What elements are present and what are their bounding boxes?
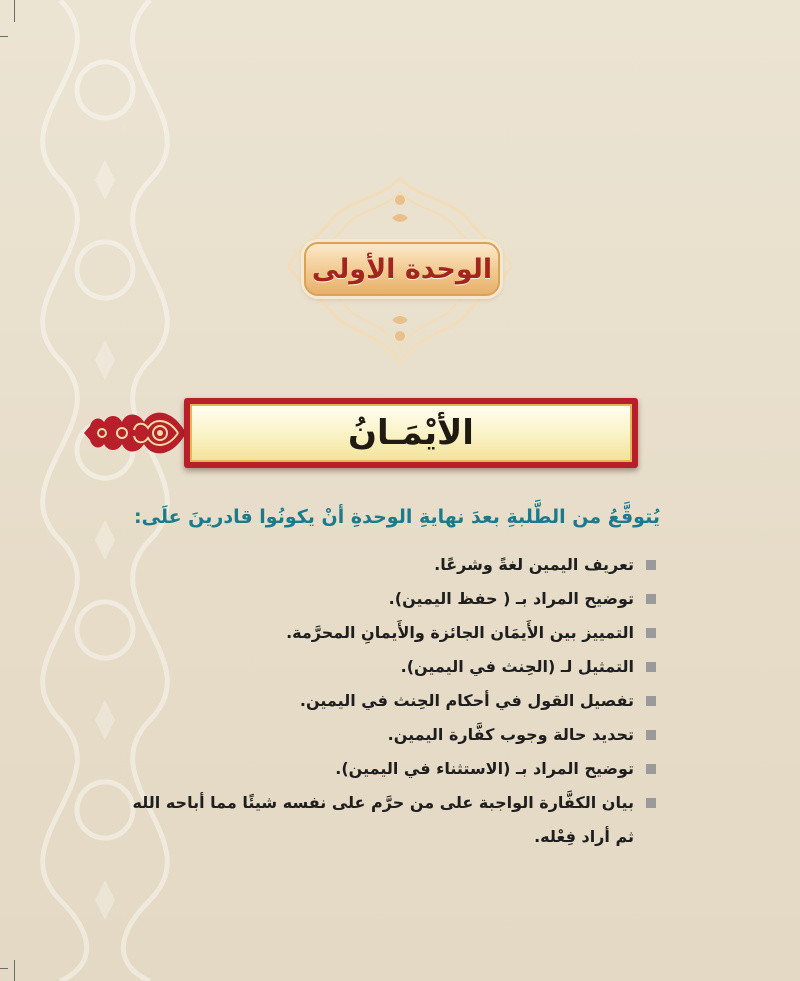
square-bullet-icon: [646, 764, 656, 774]
square-bullet-icon: [646, 560, 656, 570]
objective-text: التمثيل لـ (الحِنث في اليمين).: [400, 657, 634, 676]
lesson-title: الأيْمَـانُ: [348, 413, 474, 453]
list-item: [110, 650, 660, 684]
crop-mark: [14, 960, 15, 981]
list-item: [110, 718, 660, 752]
objective-text: تعريف اليمين لغةً وشرعًا.: [434, 555, 634, 574]
objective-text: التمييز بين الأَيمَان الجائزة والأَيمانِ المحرَّمة.: [286, 623, 634, 642]
objective-text: تفصيل القول في أحكام الحِنث في اليمين.: [299, 691, 634, 710]
list-item: [110, 786, 660, 854]
objectives-intro: يُتوقَّعُ من الطَّلبةِ بعدَ نهايةِ الوحدةِ أنْ يكونُوا قادرينَ علَى:: [134, 506, 660, 528]
square-bullet-icon: [646, 798, 656, 808]
lesson-banner: [184, 398, 638, 468]
crop-mark: [14, 0, 15, 22]
square-bullet-icon: [646, 696, 656, 706]
square-bullet-icon: [646, 628, 656, 638]
unit-badge: [280, 170, 520, 370]
list-item: [110, 684, 660, 718]
unit-title: الوحدة الأولى: [311, 253, 493, 285]
lesson-banner-inner: [190, 404, 632, 462]
objective-text: بيان الكفَّارة الواجبة على من حرَّم على نفسه شيئًا مما أباحه الله ثم أراد فِعْله.: [132, 793, 634, 846]
objective-text: تحديد حالة وجوب كفَّارة اليمين.: [387, 725, 634, 744]
list-item: [110, 616, 660, 650]
square-bullet-icon: [646, 662, 656, 672]
crop-mark: [0, 968, 8, 969]
objective-text: توضيح المراد بـ (الاستثناء في اليمين).: [335, 759, 634, 778]
square-bullet-icon: [646, 594, 656, 604]
list-item: [110, 548, 660, 582]
list-item: [110, 582, 660, 616]
unit-title-plate: [304, 242, 500, 296]
square-bullet-icon: [646, 730, 656, 740]
crop-mark: [0, 36, 8, 37]
objectives-list: [110, 548, 660, 854]
lesson-ornament-icon: [82, 402, 192, 464]
objective-text: توضيح المراد بـ ( حفظ اليمين).: [388, 589, 634, 608]
list-item: [110, 752, 660, 786]
objectives-section: [110, 502, 660, 854]
